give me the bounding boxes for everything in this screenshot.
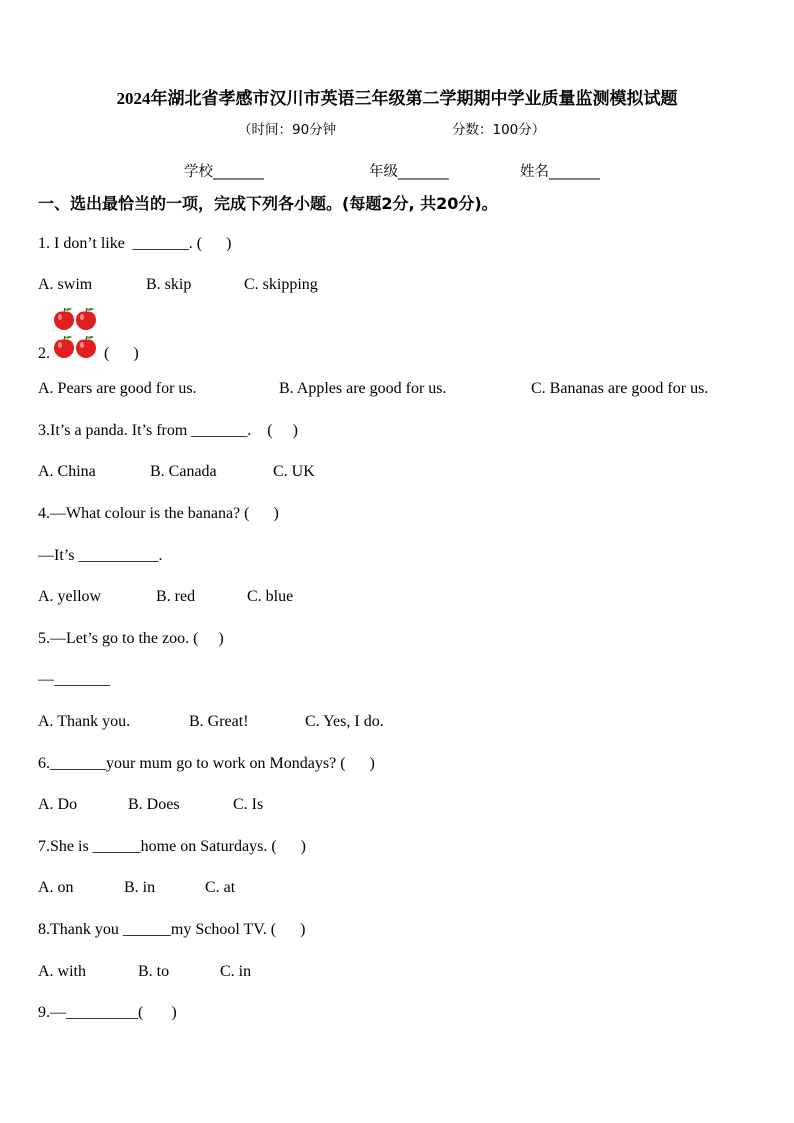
apple-icon <box>54 308 74 330</box>
question-2: 2. <box>38 345 50 362</box>
question-6: 6._______your mum go to work on Mondays? ( ) <box>38 755 375 772</box>
q6-option-c[interactable]: C. Is <box>233 796 264 813</box>
q4-option-c[interactable]: C. blue <box>247 588 294 605</box>
q4-option-b[interactable]: B. red <box>156 588 196 605</box>
q8-option-a[interactable]: A. with <box>38 963 86 980</box>
q2-option-a[interactable]: A. Pears are good for us. <box>38 380 197 397</box>
q5-option-a[interactable]: A. Thank you. <box>38 713 131 730</box>
q1-option-c[interactable]: C. skipping <box>244 276 318 293</box>
q3-option-b[interactable]: B. Canada <box>150 463 217 480</box>
question-4-reply: —It’s __________. <box>38 547 163 564</box>
name-field[interactable]: 姓名_______ <box>520 164 600 180</box>
section-heading: 一、选出最恰当的一项，完成下列各小题。(每题2分, 共20分)。 <box>38 194 498 213</box>
apple-icon <box>54 336 74 358</box>
question-5: 5.—Let’s go to the zoo. ( ) <box>38 630 224 647</box>
question-5-reply: —_______ <box>38 671 110 688</box>
q8-option-b[interactable]: B. to <box>138 963 170 980</box>
exam-time: （时间：90分钟 <box>238 122 337 138</box>
apple-icon <box>76 308 96 330</box>
question-9: 9.—_________( ) <box>38 1004 177 1021</box>
q8-option-c[interactable]: C. in <box>220 963 252 980</box>
q7-option-c[interactable]: C. at <box>205 879 236 896</box>
exam-title: 2024年湖北省孝感市汉川市英语三年级第二学期期中学业质量监测模拟试题 <box>116 89 678 108</box>
q1-option-a[interactable]: A. swim <box>38 276 93 293</box>
q2-answer-blank[interactable]: ( ) <box>104 345 139 362</box>
apples-image <box>52 306 98 358</box>
apple-icon <box>76 336 96 358</box>
question-3: 3.It’s a panda. It’s from _______. ( ) <box>38 422 298 439</box>
q5-option-c[interactable]: C. Yes, I do. <box>305 713 384 730</box>
question-7: 7.She is ______home on Saturdays. ( ) <box>38 838 306 855</box>
q3-option-a[interactable]: A. China <box>38 463 96 480</box>
q6-option-b[interactable]: B. Does <box>128 796 180 813</box>
question-1: 1. I don’t like _______. ( ) <box>38 235 232 252</box>
q7-option-a[interactable]: A. on <box>38 879 74 896</box>
school-field[interactable]: 学校_______ <box>184 164 264 180</box>
grade-field[interactable]: 年级_______ <box>369 164 449 180</box>
question-4: 4.—What colour is the banana? ( ) <box>38 505 279 522</box>
q4-option-a[interactable]: A. yellow <box>38 588 102 605</box>
q3-option-c[interactable]: C. UK <box>273 463 315 480</box>
question-8: 8.Thank you ______my School TV. ( ) <box>38 921 306 938</box>
q1-option-b[interactable]: B. skip <box>146 276 192 293</box>
q7-option-b[interactable]: B. in <box>124 879 156 896</box>
q5-option-b[interactable]: B. Great! <box>189 713 249 730</box>
exam-score: 分数：100分） <box>452 122 546 138</box>
q6-option-a[interactable]: A. Do <box>38 796 78 813</box>
q2-option-b[interactable]: B. Apples are good for us. <box>279 380 447 397</box>
q2-option-c[interactable]: C. Bananas are good for us. <box>531 380 709 397</box>
